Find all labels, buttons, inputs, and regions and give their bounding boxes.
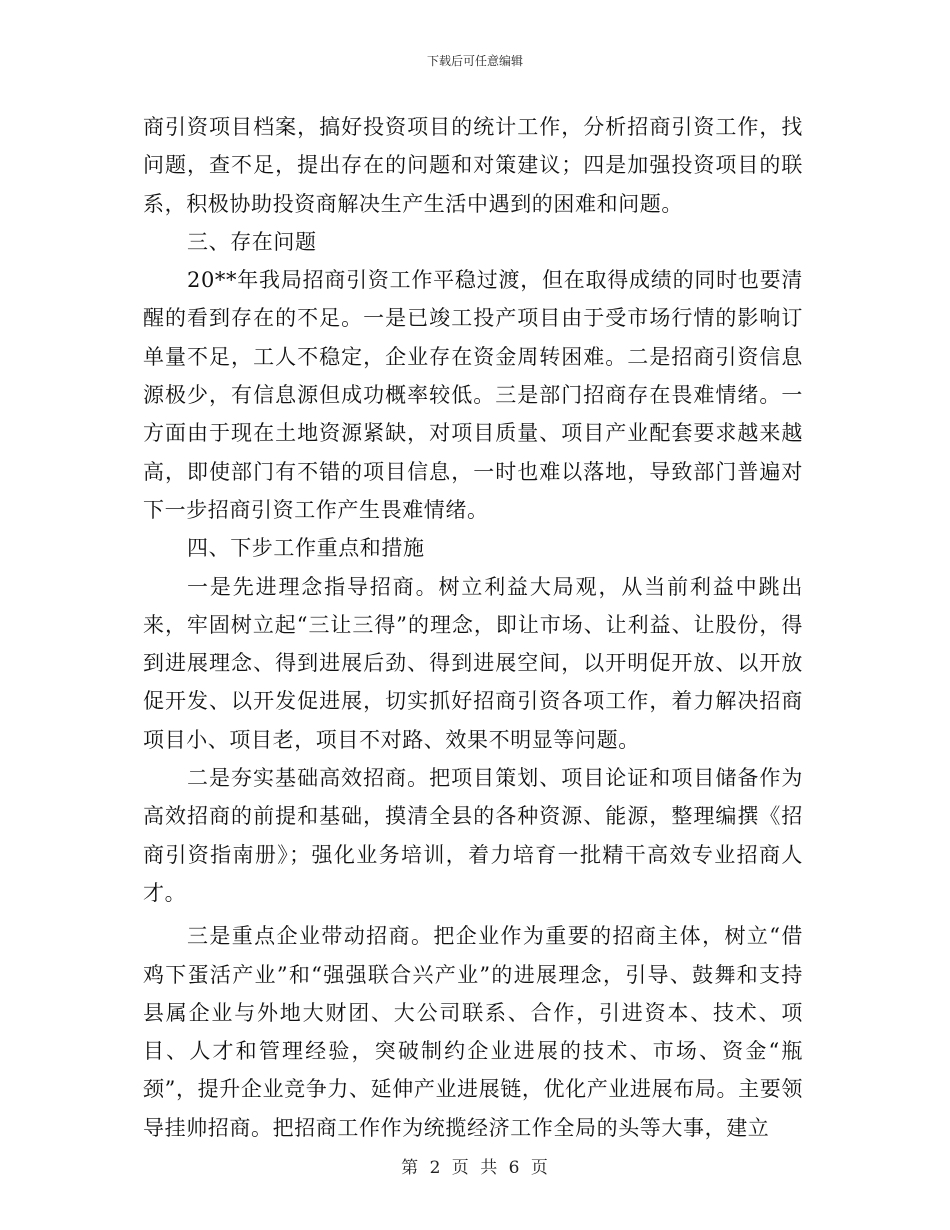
paragraph-measure-3: 三是重点企业带动招商。把企业作为重要的招商主体，树立“借鸡下蛋活产业”和“强强联合兴产业”的进展理念，引导、鼓舞和支持县属企业与外地大财团、大公司联系、合作，引进资本、技术、项目、人才和管理经验，突破制约企业进展的技术、市场、资金“瓶颈”，提升企业竞争力、延伸产业进展链，优化产业进展布局。主要领导挂帅招商。把招商工作作为统揽经济工作全局的头等大事，建立: [143, 924, 803, 1140]
paragraph-problems: 20**年我局招商引资工作平稳过渡，但在取得成绩的同时也要清醒的看到存在的不足。一是已竣工投产项目由于受市场行情的影响订单量不足，工人不稳定，企业存在资金周转困难。二是招商引资信息源极少，有信息源但成功概率较低。三是部门招商存在畏难情绪。一方面由于现在土地资源紧缺，对项目质量、项目产业配套要求越来越高，即使部门有不错的项目信息，一时也难以落地，导致部门普遍对下一步招商引资工作产生畏难情绪。: [143, 268, 803, 522]
page-number-footer: 第 2 页 共 6 页: [401, 1158, 549, 1178]
document-body: [143, 108, 803, 1147]
section-heading-problems: 三、存在问题: [187, 229, 317, 254]
paragraph-continuation: 商引资项目档案，搞好投资项目的统计工作，分析招商引资工作，找问题，查不足，提出存在的问题和对策建议；四是加强投资项目的联系，积极协助投资商解决生产生活中遇到的困难和问题。: [143, 115, 803, 216]
section-heading-next-steps: 四、下步工作重点和措施: [187, 536, 425, 561]
paragraph-measure-2: 二是夯实基础高效招商。把项目策划、项目论证和项目储备作为高效招商的前提和基础，摸清全县的各种资源、能源，整理编撰《招商引资指南册》；强化业务培训，着力培育一批精干高效专业招商人才。: [143, 766, 803, 905]
page-header: 下载后可任意编辑: [426, 54, 523, 68]
paragraph-measure-1: 一是先进理念指导招商。树立利益大局观，从当前利益中跳出来，牢固树立起“三让三得”的理念，即让市场、让利益、让股份，得到进展理念、得到进展后劲、得到进展空间，以开明促开放、以开放促开发、以开发促进展，切实抓好招商引资各项工作，着力解决招商项目小、项目老，项目不对路、效果不明显等问题。: [143, 574, 803, 752]
